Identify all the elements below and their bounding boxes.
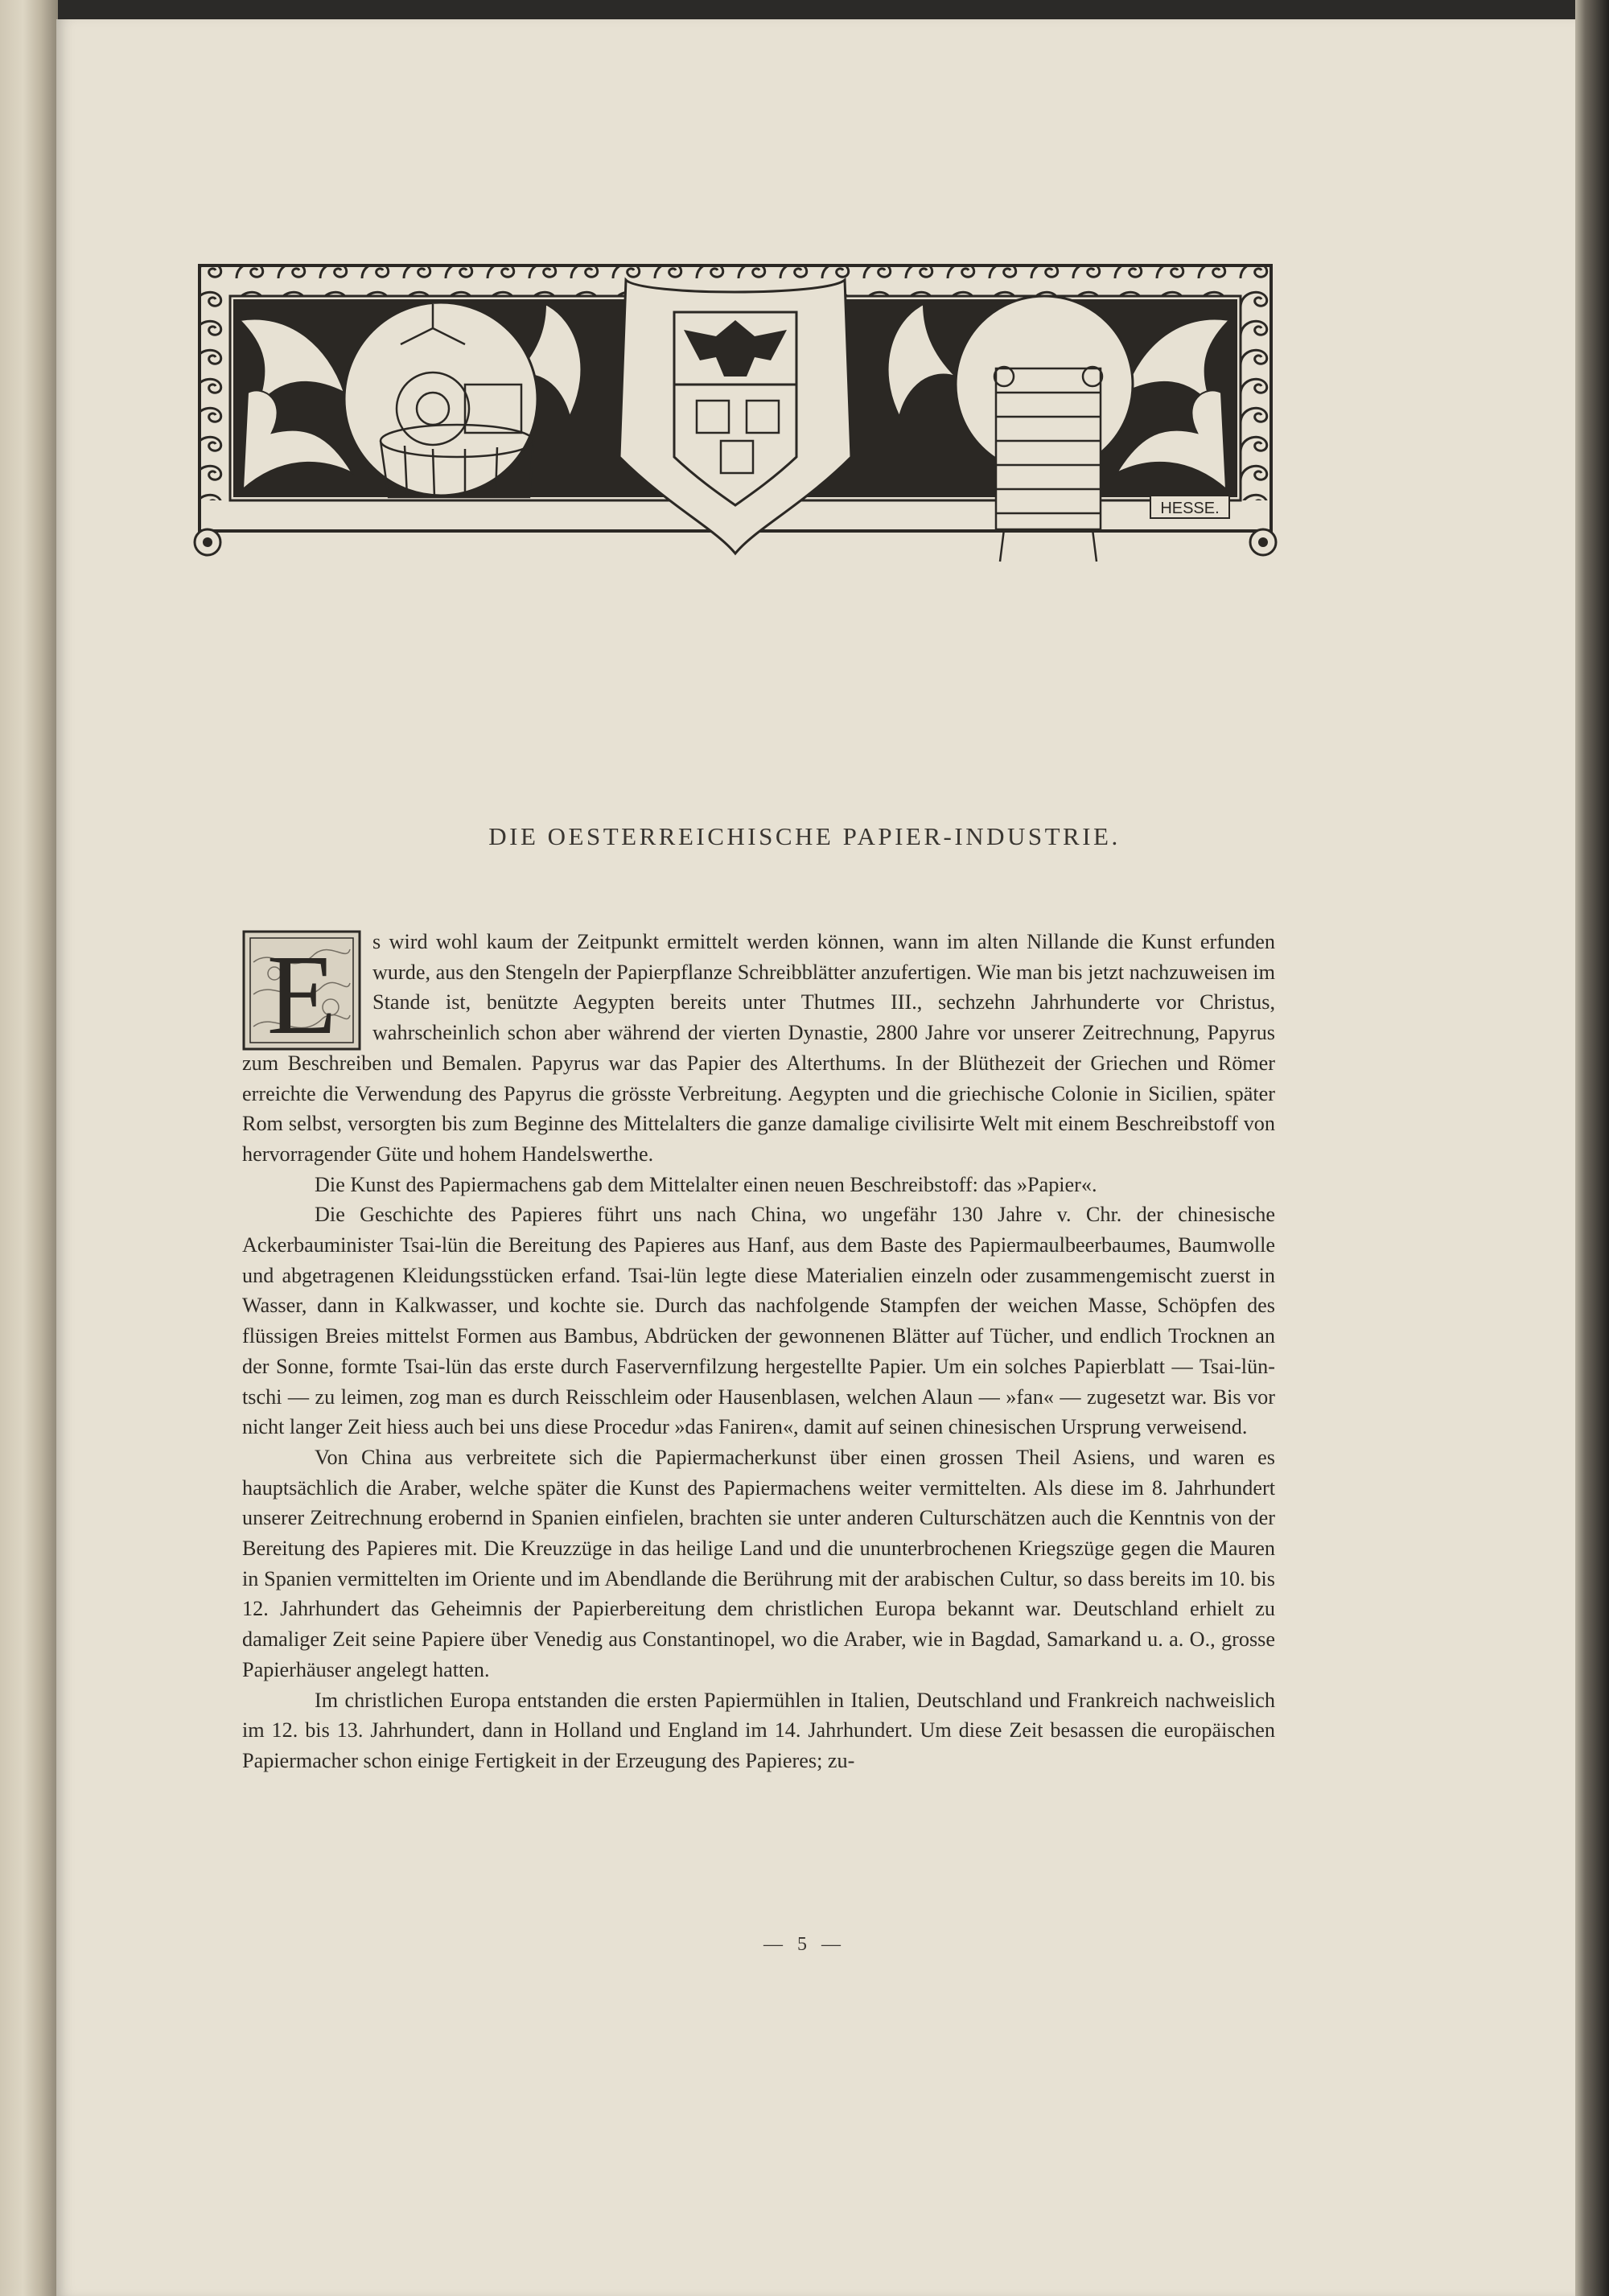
ornamental-headpiece	[191, 256, 1279, 570]
drop-cap-spacer	[242, 927, 372, 1044]
paragraph-4: Von China aus verbreitete sich die Papiermacherkunst über einen grossen Theil Asiens, und waren es hauptsächlich die Araber, welche später die Kunst des Papiermachens weiter vermittelten. Als diese im 8. Jahrhundert unserer Zeitrechnung erobernd in Spanien einfielen, brachten sie unter anderen Culturschätzen auch die Kenntnis von der Bereitung des Papieres mit. Die Kreuzzüge in das heilige Land und die ununterbrochenen Kriegszüge gegen die Mauren in Spanien vermittelten im Oriente und im Abendlande die Berührung mit der arabischen Cultur, so dass bereits im 10. bis 12. Jahrhundert das Geheimnis der Papierbereitung dem christlichen Europa bekannt war. Deutschland erhielt zu damaliger Zeit seine Papiere über Venedig aus Constantinopel, wo die Araber, wie in Bagdad, Samarkand u. a. O., grosse Papierhäuser angelegt hatten.	[242, 1445, 1275, 1681]
paragraph-1-text: s wird wohl kaum der Zeitpunkt ermittelt werden können, wann im alten Nillande die Kunst erfunden wurde, aus den Stengeln der Papierpflanze Schreibblätter anzufertigen. Wie man bis jetzt nachzuweisen im Stande ist, benützte Aegypten bereits unter Thutmes III., sechzehn Jahrhunderte vor Christus, wahrscheinlich schon aber während der vierten Dynastie, 2800 Jahre vor unserer Zeitrechnung, Papyrus zum Beschreiben und Bemalen. Papyrus war das Papier des Alterthums. In der Blüthezeit der Griechen und Römer erreichte die Verwendung des Papyrus die grösste Verbreitung. Aegypten und die griechische Colonie in Sicilien, später Rom selbst, versorgten bis zum Beginne des Mittelalters die ganze damalige civilisirte Welt mit einem Beschreibstoff von hervorragender Güte und hohem Handelswerthe.	[242, 930, 1275, 1166]
drop-cap-letter: E	[266, 931, 337, 1051]
paragraph-3: Die Geschichte des Papieres führt uns nach China, wo ungefähr 130 Jahre v. Chr. der chinesische Ackerbauminister Tsai-lün die Bereitung des Papieres aus Hanf, aus dem Baste des Papiermaulbeerbaumes, Baumwolle und abgetragenen Kleidungsstücken erfand. Tsai-lün legte diese Materialien einzeln oder zusammengemischt zuerst in Wasser, dann in Kalkwasser, und kochte sie. Durch das nachfolgende Stampfen der weichen Masse, Schöpfen des flüssigen Breies mittelst Formen aus Bambus, Abdrücken der gewonnenen Blätter auf Tücher, und endlich Trocknen an der Sonne, formte Tsai-lün das erste durch Faservernfilzung hergestellte Papier. Um ein solches Papierblatt — Tsai-lün-tschi — zu leimen, zog man es durch Reisschleim oder Hausenblasen, welchen Alaun — »fan« — zugesetzt war. Bis vor nicht langer Zeit hiess auch bei uns diese Procedur »das Faniren«, damit auf seinen chinesischen Ursprung verweisend.	[242, 1203, 1275, 1439]
paragraph-1	[242, 927, 1275, 1170]
paragraph-5: Im christlichen Europa entstanden die ersten Papiermühlen in Italien, Deutschland und Frankreich nachweislich im 12. bis 13. Jahrhundert, dann in Holland und England im 14. Jahrhundert. Um diese Zeit besassen die europäischen Papiermacher schon einige Fertigkeit in der Erzeugung des Papieres; zu-	[242, 1688, 1275, 1772]
paragraph-2: Die Kunst des Papiermachens gab dem Mittelalter einen neuen Beschreibstoff: das »Papier«.	[315, 1172, 1097, 1196]
page-title: DIE OESTERREICHISCHE PAPIER-INDUSTRIE.	[488, 822, 1121, 850]
artist-signature: HESSE.	[1160, 500, 1220, 517]
body-text	[242, 927, 1275, 1776]
page-number: — 5 —	[763, 1934, 846, 1955]
